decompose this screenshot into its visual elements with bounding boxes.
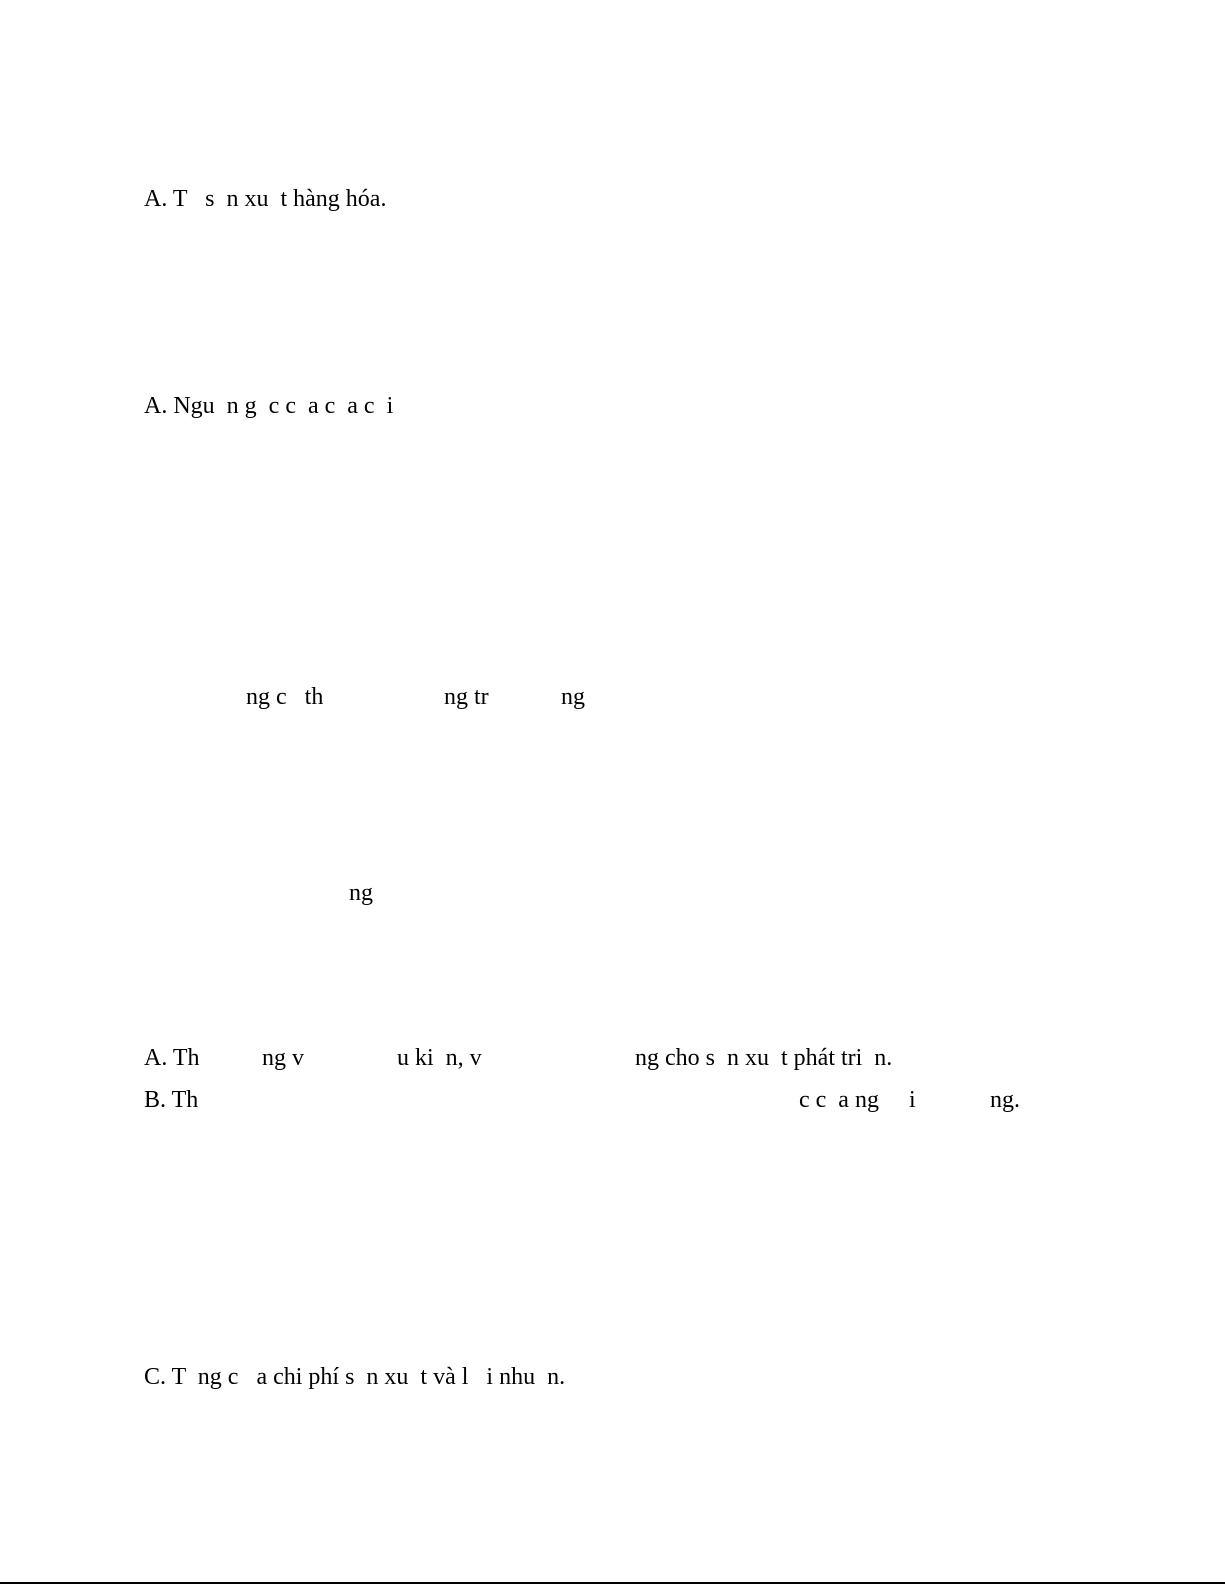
fragment-text-3: ng (561, 684, 585, 710)
option-a-text-1: A. T s n xu t hàng hóa. (144, 186, 387, 212)
fragment-text-1: ng c th (246, 684, 324, 710)
option-b-fragment-2: ng. (990, 1087, 1020, 1113)
fragment-text-4: ng (349, 880, 373, 906)
option-a-text-2: A. Ngu n g c c a c a c i (144, 393, 394, 419)
bottom-border-line (0, 1582, 1225, 1584)
option-a-label-3: A. Th (144, 1045, 200, 1071)
option-b-label: B. Th (144, 1087, 199, 1113)
option-a-fragment-3: ng cho s n xu t phát tri n. (635, 1045, 893, 1071)
option-b-fragment-1: c c a ng i (799, 1087, 916, 1113)
option-a-fragment-2: u ki n, v (397, 1045, 482, 1071)
option-a-fragment-1: ng v (262, 1045, 304, 1071)
option-c-text: C. T ng c a chi phí s n xu t và l i nhu n. (144, 1364, 566, 1390)
fragment-text-2: ng tr (444, 684, 489, 710)
